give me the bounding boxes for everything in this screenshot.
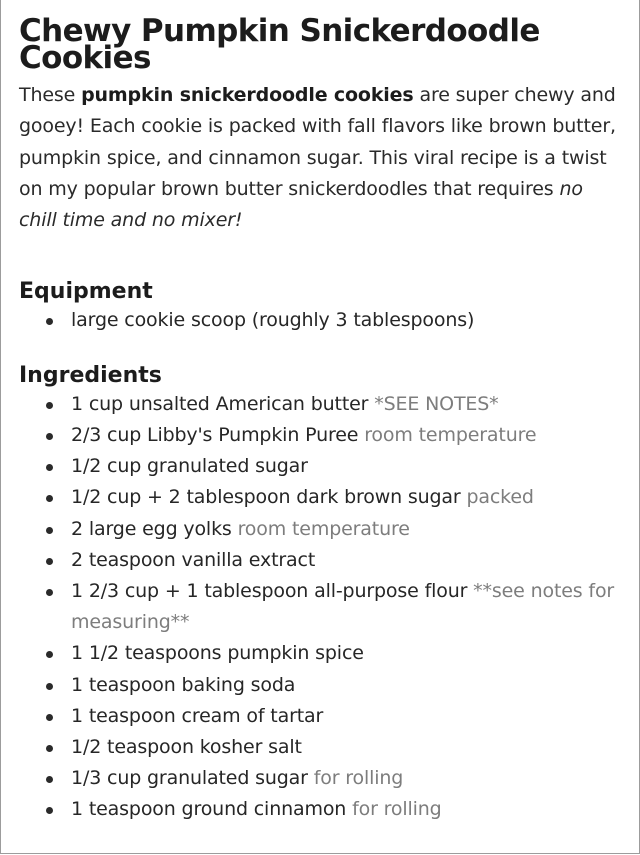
intro-text-1: These [19,84,82,106]
ingredients-item-note: packed [466,486,534,509]
ingredients-item-text: 1 teaspoon baking soda [71,673,296,696]
ingredients-item-text: 1 2/3 cup + 1 tablespoon all-purpose flour [71,579,468,602]
bullet-icon [46,527,53,534]
intro-text-2: are super chewy and gooey! Each cookie is packed with fall flavors like brown butter, pumpkin spice, and cinnamon sugar. This viral recipe is a twist on my popular brown butter snickerdoodles that requires [19,84,616,200]
ingredients-item-text: 1 1/2 teaspoons pumpkin spice [71,642,364,665]
ingredients-item-note: for rolling [352,798,442,821]
bullet-icon [46,651,53,658]
intro-bold-text: pumpkin snickerdoodle cookies [81,84,414,106]
ingredients-item [19,482,619,513]
bullet-icon [46,745,53,752]
equipment-item [19,305,619,336]
ingredients-item [19,701,619,732]
bullet-icon [46,776,53,783]
bullet-icon [46,683,53,690]
ingredients-item-text: 1/3 cup granulated sugar [71,767,308,790]
bullet-icon [46,433,53,440]
bullet-icon [46,589,53,596]
ingredients-item-text: 1 teaspoon cream of tartar [71,704,324,727]
ingredients-item-note: *SEE NOTES* [374,392,499,415]
equipment-item-text: large cookie scoop (roughly 3 tablespoons) [71,309,475,332]
ingredients-item-text: 1 teaspoon ground cinnamon [71,798,347,821]
ingredients-item-text: 1 cup unsalted American butter [71,392,369,415]
ingredients-item-text: 1/2 teaspoon kosher salt [71,735,302,758]
ingredients-item-note: room temperature [364,423,537,446]
ingredients-item-text: 1/2 cup granulated sugar [71,455,308,478]
ingredients-item [19,794,619,825]
ingredients-item [19,451,619,482]
bullet-icon [46,402,53,409]
recipe-title: Chewy Pumpkin Snickerdoodle Cookies [19,13,540,76]
ingredients-item-note: for rolling [313,767,404,790]
ingredients-item-note: **see notes for measuring** [71,579,615,634]
ingredients-heading: Ingredients [19,362,162,388]
intro-italic-text: no chill time and no mixer! [19,177,583,232]
ingredients-item-note: room temperature [237,517,410,540]
bullet-icon [46,714,53,721]
bullet-icon [46,558,53,565]
bullet-icon [46,495,53,502]
ingredients-item [19,670,619,701]
ingredients-item [19,576,619,638]
ingredients-item [19,389,619,420]
equipment-list [19,305,619,336]
recipe-intro [19,80,619,236]
bullet-icon [46,464,53,471]
ingredients-item-text: 1/2 cup + 2 tablespoon dark brown sugar [71,486,461,509]
recipe-content [19,13,619,826]
ingredients-item-text: 2/3 cup Libby's Pumpkin Puree [71,423,359,446]
ingredients-item-text: 2 teaspoon vanilla extract [71,548,316,571]
ingredients-item [19,545,619,576]
ingredients-item-text: 2 large egg yolks [71,517,232,540]
ingredients-item [19,638,619,669]
equipment-heading: Equipment [19,279,153,305]
ingredients-item [19,763,619,794]
bullet-icon [46,807,53,814]
ingredients-list [19,389,619,826]
ingredients-item [19,420,619,451]
bullet-icon [46,318,53,325]
ingredients-item [19,732,619,763]
ingredients-item [19,514,619,545]
